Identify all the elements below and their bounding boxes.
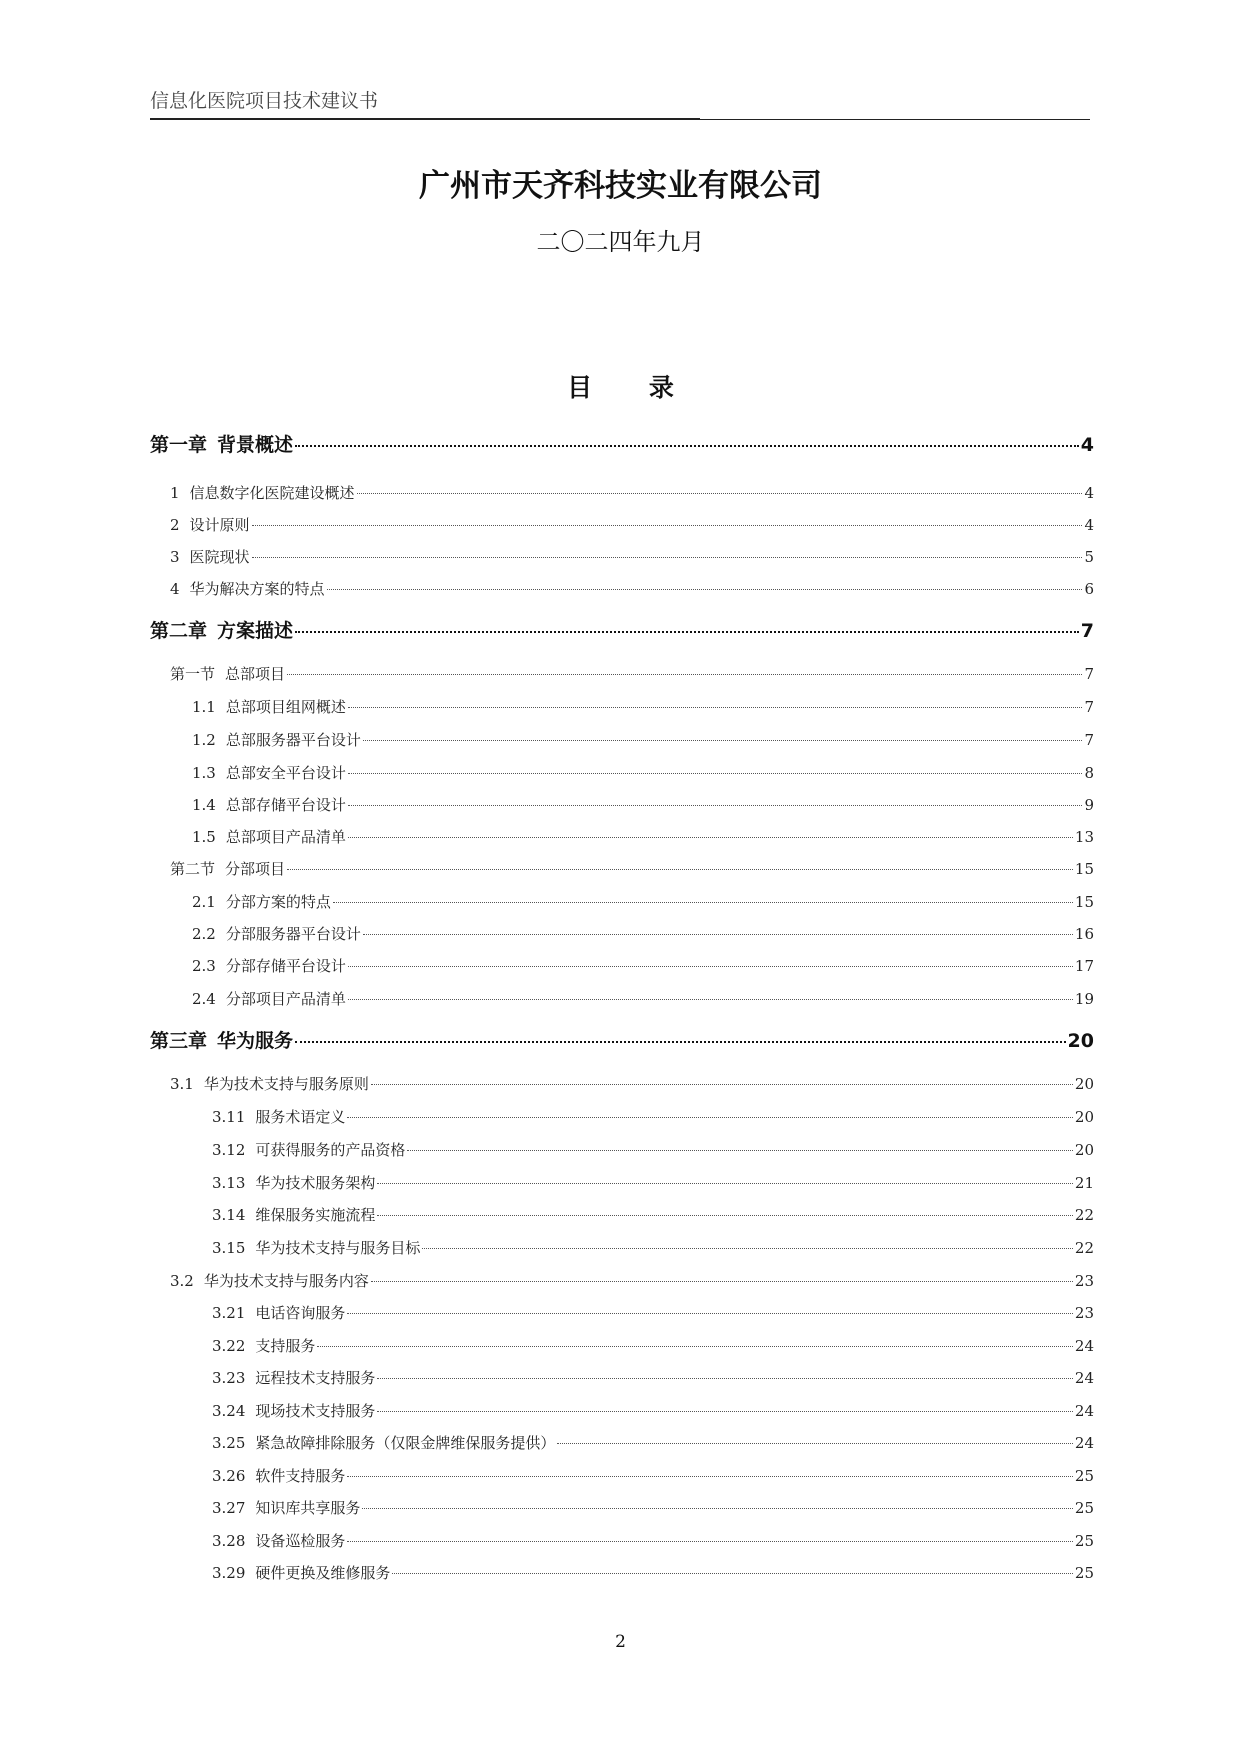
toc-entry-title: 知识库共享服务 <box>255 1499 361 1517</box>
toc-leader-dots <box>348 773 1083 774</box>
toc-entry-page: 15 <box>1074 860 1094 878</box>
toc-leader-dots <box>377 1411 1072 1412</box>
toc-entry-number: 1.4 <box>192 796 216 814</box>
toc-leader-dots <box>377 1378 1072 1379</box>
toc-entry-title: 硬件更换及维修服务 <box>255 1564 391 1582</box>
toc-leader-dots <box>287 674 1082 675</box>
toc-entry[interactable] <box>170 514 1094 535</box>
toc-entry-title: 维保服务实施流程 <box>255 1206 376 1224</box>
toc-leader-dots <box>347 1541 1072 1542</box>
toc-entry-number: 3.13 <box>212 1174 246 1192</box>
toc-leader-dots <box>377 1183 1072 1184</box>
toc-entry-number: 2.1 <box>192 893 216 911</box>
toc-entry-title: 紧急故障排除服务（仅限金牌维保服务提供） <box>255 1434 556 1452</box>
toc-entry-page: 25 <box>1074 1467 1094 1485</box>
toc-leader-dots <box>348 999 1073 1000</box>
toc-entry-page: 20 <box>1074 1141 1094 1159</box>
header-rule-thick <box>150 118 700 120</box>
toc-entry-number: 3.28 <box>212 1532 246 1550</box>
toc-entry-title: 总部存储平台设计 <box>225 796 346 814</box>
toc-entry-page: 16 <box>1074 925 1094 943</box>
toc-entry-number: 3.29 <box>212 1564 246 1582</box>
toc-entry-title: 设备巡检服务 <box>255 1532 346 1550</box>
toc-entry-title: 信息数字化医院建设概述 <box>189 484 355 502</box>
toc-entry[interactable] <box>192 696 1094 717</box>
toc-entry-title: 总部项目组网概述 <box>225 698 346 716</box>
document-date: 二〇二四年九月 <box>536 228 705 256</box>
toc-entry-number: 2 <box>170 516 180 534</box>
toc-leader-dots <box>422 1248 1072 1249</box>
toc-entry-number: 3.23 <box>212 1369 246 1387</box>
toc-entry-page: 7 <box>1084 665 1094 683</box>
toc-entry-number: 3.2 <box>170 1272 194 1290</box>
toc-entry-title: 分部服务器平台设计 <box>225 925 361 943</box>
toc-entry[interactable] <box>192 988 1094 1009</box>
toc-entry-page: 9 <box>1084 796 1094 814</box>
toc-entry-page: 8 <box>1084 764 1094 782</box>
toc-entry-page: 6 <box>1084 580 1094 598</box>
toc-entry-title: 总部服务器平台设计 <box>225 731 361 749</box>
toc-leader-dots <box>377 1215 1072 1216</box>
toc-leader-dots <box>295 445 1079 447</box>
toc-entry[interactable] <box>170 1270 1094 1291</box>
toc-entry[interactable] <box>192 762 1094 783</box>
toc-leader-dots <box>407 1150 1072 1151</box>
toc-entry-title: 分部项目产品清单 <box>225 990 346 1008</box>
toc-leader-dots <box>347 1476 1072 1477</box>
toc-entry[interactable] <box>212 1204 1094 1225</box>
toc-entry[interactable] <box>150 616 1094 643</box>
toc-entry-page: 19 <box>1074 990 1094 1008</box>
toc-entry-number: 第一节 <box>170 665 216 683</box>
toc-entry-page: 23 <box>1074 1272 1094 1290</box>
toc-entry-title: 服务术语定义 <box>255 1108 346 1126</box>
toc-entry[interactable] <box>192 794 1094 815</box>
toc-entry[interactable] <box>212 1432 1094 1453</box>
toc-entry-page: 24 <box>1074 1337 1094 1355</box>
toc-entry-page: 24 <box>1074 1434 1094 1452</box>
toc-title: 目 录 <box>567 373 674 402</box>
toc-entry[interactable] <box>150 1026 1094 1053</box>
toc-entry-page: 23 <box>1074 1304 1094 1322</box>
toc-entry-title: 远程技术支持服务 <box>255 1369 376 1387</box>
toc-entry-title: 总部项目 <box>225 665 286 683</box>
toc-entry-number: 3.1 <box>170 1075 194 1093</box>
toc-entry-title: 华为技术服务架构 <box>255 1174 376 1192</box>
toc-entry-page: 25 <box>1074 1499 1094 1517</box>
toc-leader-dots <box>252 557 1083 558</box>
toc-entry-title: 华为技术支持与服务内容 <box>203 1272 369 1290</box>
toc-entry-page: 7 <box>1084 731 1094 749</box>
toc-entry-number: 3.14 <box>212 1206 246 1224</box>
toc-entry-number: 3.24 <box>212 1402 246 1420</box>
toc-entry-title: 电话咨询服务 <box>255 1304 346 1322</box>
toc-entry-page: 4 <box>1084 484 1094 502</box>
toc-leader-dots <box>295 1041 1066 1043</box>
toc-entry[interactable] <box>170 546 1094 567</box>
toc-leader-dots <box>327 589 1083 590</box>
toc-leader-dots <box>287 869 1073 870</box>
toc-entry[interactable] <box>170 858 1094 879</box>
toc-leader-dots <box>252 525 1083 526</box>
toc-entry[interactable] <box>212 1106 1094 1127</box>
toc-entry-title: 总部项目产品清单 <box>225 828 346 846</box>
toc-entry-number: 第一章 <box>150 434 208 456</box>
toc-entry-number: 2.4 <box>192 990 216 1008</box>
toc-entry-title: 分部方案的特点 <box>225 893 331 911</box>
toc-entry-page: 22 <box>1074 1206 1094 1224</box>
toc-entry-number: 3.22 <box>212 1337 246 1355</box>
toc-entry-title: 支持服务 <box>255 1337 316 1355</box>
toc-entry-number: 1.3 <box>192 764 216 782</box>
toc-entry-title: 华为技术支持与服务目标 <box>255 1239 421 1257</box>
toc-entry-number: 3.12 <box>212 1141 246 1159</box>
page-number: 2 <box>615 1632 626 1652</box>
toc-leader-dots <box>371 1084 1073 1085</box>
toc-entry-title: 现场技术支持服务 <box>255 1402 376 1420</box>
toc-entry-title: 分部项目 <box>225 860 286 878</box>
toc-entry[interactable] <box>192 891 1094 912</box>
toc-entry[interactable] <box>212 1465 1094 1486</box>
toc-entry-title: 设计原则 <box>189 516 250 534</box>
toc-entry[interactable] <box>212 1139 1094 1160</box>
toc-entry-page: 7 <box>1084 698 1094 716</box>
toc-entry-page: 22 <box>1074 1239 1094 1257</box>
toc-entry[interactable] <box>192 729 1094 750</box>
toc-entry-title: 分部存储平台设计 <box>225 957 346 975</box>
toc-leader-dots <box>347 1117 1072 1118</box>
toc-entry-page: 5 <box>1084 548 1094 566</box>
toc-entry[interactable] <box>212 1497 1094 1518</box>
toc-entry[interactable] <box>170 482 1094 503</box>
toc-entry-number: 1.2 <box>192 731 216 749</box>
toc-entry[interactable] <box>170 663 1094 684</box>
toc-leader-dots <box>347 1313 1072 1314</box>
toc-leader-dots <box>363 740 1083 741</box>
toc-entry-title: 背景概述 <box>217 434 294 456</box>
toc-entry[interactable] <box>192 955 1094 976</box>
toc-entry-title: 华为技术支持与服务原则 <box>203 1075 369 1093</box>
toc-entry[interactable] <box>212 1335 1094 1356</box>
toc-leader-dots <box>348 707 1083 708</box>
toc-entry[interactable] <box>212 1562 1094 1583</box>
toc-leader-dots <box>357 493 1083 494</box>
toc-entry-number: 3 <box>170 548 180 566</box>
toc-entry-number: 4 <box>170 580 180 598</box>
toc-entry-page: 25 <box>1074 1564 1094 1582</box>
toc-entry[interactable] <box>212 1530 1094 1551</box>
toc-leader-dots <box>348 966 1073 967</box>
toc-entry-number: 1.5 <box>192 828 216 846</box>
toc-entry[interactable] <box>212 1367 1094 1388</box>
toc-entry-title: 华为解决方案的特点 <box>189 580 325 598</box>
toc-entry-page: 13 <box>1074 828 1094 846</box>
toc-leader-dots <box>317 1346 1072 1347</box>
toc-entry-number: 第二节 <box>170 860 216 878</box>
header-rule-thin <box>700 119 1090 120</box>
toc-entry-page: 20 <box>1067 1030 1094 1052</box>
toc-entry-number: 3.27 <box>212 1499 246 1517</box>
toc-entry-page: 15 <box>1074 893 1094 911</box>
toc-leader-dots <box>295 631 1079 633</box>
toc-entry-number: 1 <box>170 484 180 502</box>
toc-entry[interactable] <box>212 1237 1094 1258</box>
toc-entry-title: 总部安全平台设计 <box>225 764 346 782</box>
toc-entry-title: 软件支持服务 <box>255 1467 346 1485</box>
toc-entry[interactable] <box>212 1172 1094 1193</box>
toc-entry[interactable] <box>192 826 1094 847</box>
toc-leader-dots <box>348 837 1073 838</box>
toc-entry-page: 20 <box>1074 1075 1094 1093</box>
company-name: 广州市天齐科技实业有限公司 <box>419 168 822 204</box>
toc-entry-number: 3.26 <box>212 1467 246 1485</box>
toc-entry[interactable] <box>150 430 1094 457</box>
toc-entry[interactable] <box>192 923 1094 944</box>
toc-entry-number: 3.15 <box>212 1239 246 1257</box>
toc-entry-page: 4 <box>1080 434 1094 456</box>
toc-entry[interactable] <box>212 1400 1094 1421</box>
toc-entry-page: 24 <box>1074 1402 1094 1420</box>
toc-entry-number: 1.1 <box>192 698 216 716</box>
toc-entry-number: 2.2 <box>192 925 216 943</box>
toc-leader-dots <box>363 934 1073 935</box>
toc-entry-number: 3.25 <box>212 1434 246 1452</box>
toc-leader-dots <box>557 1443 1072 1444</box>
toc-entry[interactable] <box>170 578 1094 599</box>
running-header: 信息化医院项目技术建议书 <box>150 90 379 112</box>
toc-entry-title: 可获得服务的产品资格 <box>255 1141 406 1159</box>
toc-entry[interactable] <box>170 1073 1094 1094</box>
toc-entry-title: 医院现状 <box>189 548 250 566</box>
toc-leader-dots <box>392 1573 1072 1574</box>
toc-entry[interactable] <box>212 1302 1094 1323</box>
toc-entry-page: 24 <box>1074 1369 1094 1387</box>
toc-entry-page: 25 <box>1074 1532 1094 1550</box>
toc-leader-dots <box>362 1508 1072 1509</box>
toc-entry-number: 第二章 <box>150 620 208 642</box>
toc-leader-dots <box>348 805 1083 806</box>
toc-entry-number: 3.21 <box>212 1304 246 1322</box>
toc-entry-title: 方案描述 <box>217 620 294 642</box>
toc-leader-dots <box>333 902 1073 903</box>
toc-leader-dots <box>371 1281 1073 1282</box>
toc-entry-page: 7 <box>1080 620 1094 642</box>
toc-entry-page: 17 <box>1074 957 1094 975</box>
toc-entry-number: 2.3 <box>192 957 216 975</box>
toc-entry-number: 3.11 <box>212 1108 246 1126</box>
toc-entry-number: 第三章 <box>150 1030 208 1052</box>
toc-entry-page: 20 <box>1074 1108 1094 1126</box>
toc-entry-page: 4 <box>1084 516 1094 534</box>
toc-entry-title: 华为服务 <box>217 1030 294 1052</box>
toc-entry-page: 21 <box>1074 1174 1094 1192</box>
